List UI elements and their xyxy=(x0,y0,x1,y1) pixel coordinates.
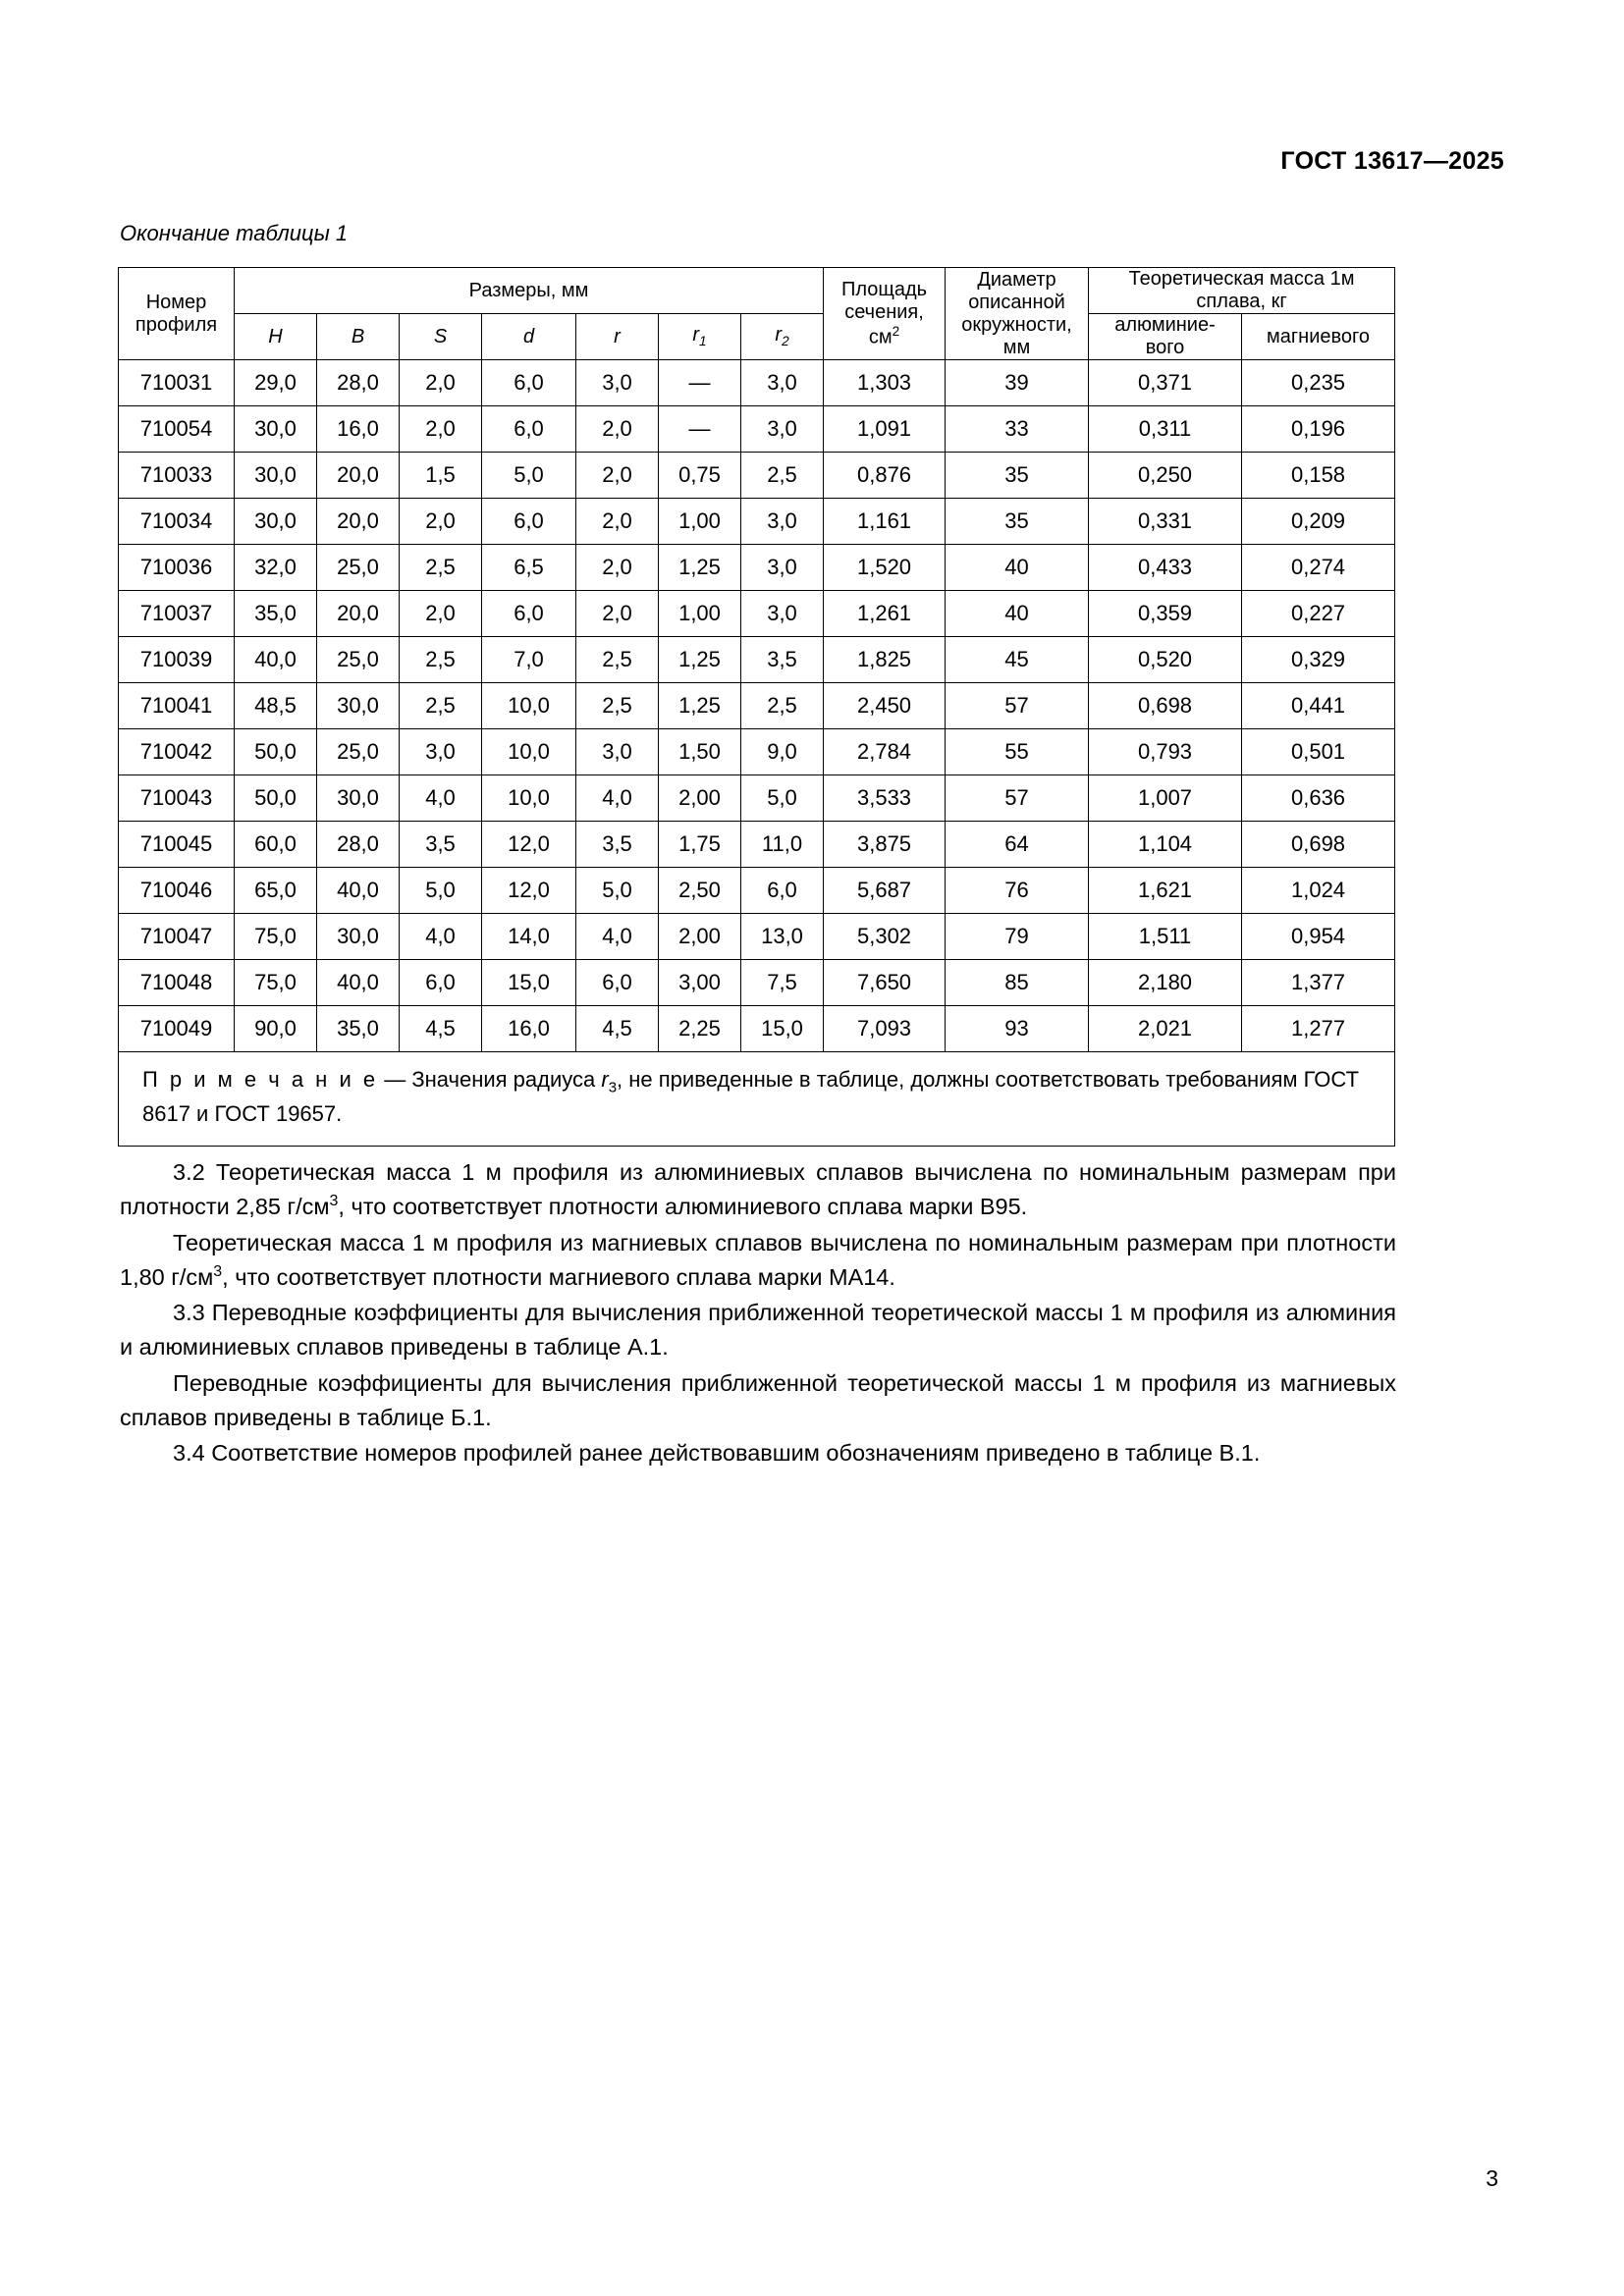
cell-h: 50,0 xyxy=(235,729,317,775)
cell-area: 1,520 xyxy=(824,545,946,591)
cell-h: 60,0 xyxy=(235,822,317,868)
cell-b: 20,0 xyxy=(317,453,400,499)
cell-b: 25,0 xyxy=(317,545,400,591)
cell-circle: 64 xyxy=(946,822,1089,868)
table-row xyxy=(119,960,1395,1006)
cell-s: 1,5 xyxy=(400,453,482,499)
cell-r2: 3,0 xyxy=(741,360,824,406)
cell-r: 2,5 xyxy=(576,683,659,729)
cell-area: 0,876 xyxy=(824,453,946,499)
header-mass-magnesium: магниевого xyxy=(1242,314,1395,360)
cell-area: 1,261 xyxy=(824,591,946,637)
table-note-label: П р и м е ч а н и е xyxy=(142,1067,379,1092)
cell-h: 29,0 xyxy=(235,360,317,406)
table-row xyxy=(119,406,1395,453)
cell-profile-number: 710045 xyxy=(119,822,235,868)
cell-r1: 1,00 xyxy=(659,499,741,545)
cell-r1: 3,00 xyxy=(659,960,741,1006)
cell-area: 2,784 xyxy=(824,729,946,775)
table-row xyxy=(119,1006,1395,1052)
cell-h: 48,5 xyxy=(235,683,317,729)
header-dim-r1: $r_1$ xyxy=(659,314,741,360)
cell-mass-magnesium: 1,024 xyxy=(1242,868,1395,914)
cell-profile-number: 710048 xyxy=(119,960,235,1006)
cell-d: 14,0 xyxy=(482,914,576,960)
table-row xyxy=(119,545,1395,591)
cell-b: 20,0 xyxy=(317,591,400,637)
cell-d: 10,0 xyxy=(482,683,576,729)
cell-profile-number: 710054 xyxy=(119,406,235,453)
cell-r2: 15,0 xyxy=(741,1006,824,1052)
cell-s: 5,0 xyxy=(400,868,482,914)
cell-area: 1,161 xyxy=(824,499,946,545)
cell-r2: 3,0 xyxy=(741,545,824,591)
cell-mass-aluminium: 1,621 xyxy=(1089,868,1242,914)
page-number: 3 xyxy=(1486,2165,1498,2191)
table-row xyxy=(119,591,1395,637)
cell-mass-magnesium: 0,235 xyxy=(1242,360,1395,406)
cell-h: 50,0 xyxy=(235,775,317,822)
cell-h: 35,0 xyxy=(235,591,317,637)
table-note-row xyxy=(119,1052,1395,1147)
cell-mass-magnesium: 1,377 xyxy=(1242,960,1395,1006)
header-mass-line1: Теоретическая масса 1м xyxy=(1128,268,1355,290)
cell-mass-aluminium: 2,180 xyxy=(1089,960,1242,1006)
cell-r2: 2,5 xyxy=(741,683,824,729)
header-mass-aluminium-line1: алюминие- xyxy=(1114,314,1216,336)
header-mass-aluminium xyxy=(1089,314,1242,360)
cell-b: 35,0 xyxy=(317,1006,400,1052)
cell-mass-aluminium: 0,331 xyxy=(1089,499,1242,545)
cell-r1: 2,00 xyxy=(659,775,741,822)
cell-mass-aluminium: 0,793 xyxy=(1089,729,1242,775)
cell-r: 2,0 xyxy=(576,591,659,637)
cell-r2: 13,0 xyxy=(741,914,824,960)
cell-profile-number: 710039 xyxy=(119,637,235,683)
paragraph-3-3: 3.3 Переводные коэффициенты для вычисления приближенной теоретической массы 1 м профиля из алюминия и алюминиевых сплавов приведены в таблице А.1. xyxy=(120,1300,1396,1361)
cell-b: 25,0 xyxy=(317,729,400,775)
cell-b: 40,0 xyxy=(317,868,400,914)
cell-circle: 85 xyxy=(946,960,1089,1006)
cell-b: 30,0 xyxy=(317,775,400,822)
table-caption: Окончание таблицы 1 xyxy=(120,221,349,245)
cell-r2: 11,0 xyxy=(741,822,824,868)
page-header-standard: ГОСТ 13617—2025 xyxy=(1280,147,1504,175)
cell-d: 15,0 xyxy=(482,960,576,1006)
cell-s: 2,0 xyxy=(400,591,482,637)
cell-area: 1,825 xyxy=(824,637,946,683)
cell-mass-aluminium: 1,007 xyxy=(1089,775,1242,822)
cell-s: 4,0 xyxy=(400,914,482,960)
cell-mass-aluminium: 0,311 xyxy=(1089,406,1242,453)
cell-profile-number: 710047 xyxy=(119,914,235,960)
header-dim-s: S xyxy=(400,314,482,360)
cell-s: 2,0 xyxy=(400,406,482,453)
cell-s: 3,5 xyxy=(400,822,482,868)
paragraph-3-3b: Переводные коэффициенты для вычисления приближенной теоретической массы 1 м профиля из магниевых сплавов приведены в таблице Б.1. xyxy=(120,1369,1396,1430)
cell-profile-number: 710046 xyxy=(119,868,235,914)
cell-b: 28,0 xyxy=(317,822,400,868)
cell-s: 4,5 xyxy=(400,1006,482,1052)
cell-s: 2,5 xyxy=(400,545,482,591)
cell-r1: 1,25 xyxy=(659,545,741,591)
cell-d: 12,0 xyxy=(482,822,576,868)
cell-s: 6,0 xyxy=(400,960,482,1006)
cell-d: 6,0 xyxy=(482,591,576,637)
cell-circle: 79 xyxy=(946,914,1089,960)
paragraph-3-4: 3.4 Соответствие номеров профилей ранее действовавшим обозначениям приведено в таблице В.1. xyxy=(173,1440,1261,1466)
cell-r: 3,5 xyxy=(576,822,659,868)
cell-mass-magnesium: 0,227 xyxy=(1242,591,1395,637)
body-text xyxy=(120,1155,1396,1471)
cell-s: 2,5 xyxy=(400,683,482,729)
cell-r2: 2,5 xyxy=(741,453,824,499)
cell-h: 30,0 xyxy=(235,406,317,453)
cell-circle: 40 xyxy=(946,545,1089,591)
header-circle-line4: мм xyxy=(1002,336,1031,358)
cell-r: 2,0 xyxy=(576,545,659,591)
cell-mass-aluminium: 0,520 xyxy=(1089,637,1242,683)
cell-r1: 2,25 xyxy=(659,1006,741,1052)
table-note-r-symbol: r xyxy=(601,1067,609,1092)
cell-area: 2,450 xyxy=(824,683,946,729)
cell-b: 25,0 xyxy=(317,637,400,683)
cell-r1: 0,75 xyxy=(659,453,741,499)
cell-circle: 35 xyxy=(946,453,1089,499)
cell-r: 2,0 xyxy=(576,453,659,499)
header-dim-r2: $r_2$ xyxy=(741,314,824,360)
cell-profile-number: 710034 xyxy=(119,499,235,545)
cell-d: 7,0 xyxy=(482,637,576,683)
cell-mass-aluminium: 0,359 xyxy=(1089,591,1242,637)
cell-profile-number: 710033 xyxy=(119,453,235,499)
paragraph-3-2b-part1: Теоретическая масса 1 м профиля из магниевых сплавов вычислена по номинальным размерам при плотности 1,80 г/см xyxy=(120,1229,1396,1290)
table-row xyxy=(119,637,1395,683)
table-note-text-after: , не приведенные в таблице, должны соответствовать требованиям ГОСТ 8617 и ГОСТ 19657. xyxy=(142,1067,1360,1127)
cell-r1: 1,25 xyxy=(659,637,741,683)
cell-r: 2,0 xyxy=(576,499,659,545)
cell-r: 5,0 xyxy=(576,868,659,914)
cell-r: 4,0 xyxy=(576,775,659,822)
paragraph-3-2-part2: , что соответствует плотности алюминиевого сплава марки В95. xyxy=(338,1194,1028,1220)
table-row xyxy=(119,453,1395,499)
profiles-table xyxy=(118,267,1395,1147)
paragraph-3-2b xyxy=(120,1226,1396,1296)
cell-r: 6,0 xyxy=(576,960,659,1006)
paragraph-3-2-sup: 3 xyxy=(329,1193,339,1210)
header-area-line1: Площадь xyxy=(840,278,928,300)
cell-d: 10,0 xyxy=(482,729,576,775)
cell-mass-magnesium: 0,329 xyxy=(1242,637,1395,683)
profiles-table-body xyxy=(119,360,1395,1147)
table-row xyxy=(119,914,1395,960)
cell-mass-aluminium: 1,511 xyxy=(1089,914,1242,960)
cell-r1: 2,00 xyxy=(659,914,741,960)
table-note-text-before: — Значения радиуса xyxy=(378,1067,602,1092)
cell-circle: 45 xyxy=(946,637,1089,683)
cell-d: 5,0 xyxy=(482,453,576,499)
header-dimensions: Размеры, мм xyxy=(235,268,824,314)
cell-circle: 39 xyxy=(946,360,1089,406)
cell-circle: 40 xyxy=(946,591,1089,637)
cell-profile-number: 710036 xyxy=(119,545,235,591)
header-mass-aluminium-line2: вого xyxy=(1145,337,1185,358)
cell-h: 90,0 xyxy=(235,1006,317,1052)
cell-circle: 93 xyxy=(946,1006,1089,1052)
cell-d: 10,0 xyxy=(482,775,576,822)
cell-s: 3,0 xyxy=(400,729,482,775)
header-circle-line1: Диаметр xyxy=(977,268,1056,291)
cell-d: 12,0 xyxy=(482,868,576,914)
cell-r1: 2,50 xyxy=(659,868,741,914)
cell-mass-magnesium: 0,954 xyxy=(1242,914,1395,960)
cell-r2: 3,0 xyxy=(741,499,824,545)
paragraph-3-2b-sup: 3 xyxy=(213,1262,223,1280)
cell-mass-magnesium: 0,501 xyxy=(1242,729,1395,775)
cell-r2: 5,0 xyxy=(741,775,824,822)
cell-mass-magnesium: 0,274 xyxy=(1242,545,1395,591)
header-profile-number-line2: профиля xyxy=(135,313,218,336)
cell-circle: 35 xyxy=(946,499,1089,545)
cell-profile-number: 710042 xyxy=(119,729,235,775)
header-theoretical-mass xyxy=(1089,268,1395,314)
cell-s: 4,0 xyxy=(400,775,482,822)
paragraph-3-2b-part2: , что соответствует плотности магниевого сплава марки МА14. xyxy=(222,1263,895,1290)
cell-mass-magnesium: 1,277 xyxy=(1242,1006,1395,1052)
table-row xyxy=(119,360,1395,406)
cell-b: 30,0 xyxy=(317,914,400,960)
cell-r1: — xyxy=(659,406,741,453)
header-circle-line3: окружности, xyxy=(961,313,1072,336)
cell-area: 3,533 xyxy=(824,775,946,822)
cell-b: 16,0 xyxy=(317,406,400,453)
cell-r: 3,0 xyxy=(576,360,659,406)
paragraph-3-2 xyxy=(120,1155,1396,1225)
header-dim-r: r xyxy=(576,314,659,360)
cell-r2: 6,0 xyxy=(741,868,824,914)
cell-r: 3,0 xyxy=(576,729,659,775)
cell-r2: 7,5 xyxy=(741,960,824,1006)
cell-h: 65,0 xyxy=(235,868,317,914)
header-profile-number-line1: Номер xyxy=(145,291,207,313)
table-row xyxy=(119,499,1395,545)
cell-h: 30,0 xyxy=(235,453,317,499)
table-row xyxy=(119,683,1395,729)
cell-profile-number: 710043 xyxy=(119,775,235,822)
cell-r: 4,0 xyxy=(576,914,659,960)
cell-area: 7,093 xyxy=(824,1006,946,1052)
cell-mass-magnesium: 0,698 xyxy=(1242,822,1395,868)
header-area-line2: сечения, xyxy=(844,300,924,323)
cell-profile-number: 710049 xyxy=(119,1006,235,1052)
cell-mass-aluminium: 0,698 xyxy=(1089,683,1242,729)
cell-d: 16,0 xyxy=(482,1006,576,1052)
header-mass-line2: сплава, кг xyxy=(1196,291,1287,312)
cell-mass-aluminium: 0,371 xyxy=(1089,360,1242,406)
cell-h: 30,0 xyxy=(235,499,317,545)
cell-r2: 9,0 xyxy=(741,729,824,775)
table-row xyxy=(119,729,1395,775)
paragraph-3-2-part1: 3.2 Теоретическая масса 1 м профиля из алюминиевых сплавов вычислена по номинальным размерам при плотности 2,85 г/см xyxy=(120,1159,1396,1220)
cell-mass-aluminium: 1,104 xyxy=(1089,822,1242,868)
cell-d: 6,0 xyxy=(482,360,576,406)
cell-b: 28,0 xyxy=(317,360,400,406)
cell-circle: 57 xyxy=(946,683,1089,729)
cell-area: 1,303 xyxy=(824,360,946,406)
cell-area: 5,687 xyxy=(824,868,946,914)
cell-r1: — xyxy=(659,360,741,406)
cell-r: 2,5 xyxy=(576,637,659,683)
table-row xyxy=(119,775,1395,822)
table-row xyxy=(119,868,1395,914)
cell-r2: 3,0 xyxy=(741,591,824,637)
cell-d: 6,0 xyxy=(482,499,576,545)
cell-r: 2,0 xyxy=(576,406,659,453)
cell-mass-magnesium: 0,196 xyxy=(1242,406,1395,453)
cell-s: 2,0 xyxy=(400,360,482,406)
cell-d: 6,5 xyxy=(482,545,576,591)
cell-mass-aluminium: 2,021 xyxy=(1089,1006,1242,1052)
cell-circle: 55 xyxy=(946,729,1089,775)
header-area xyxy=(824,268,946,360)
header-dim-h: H xyxy=(235,314,317,360)
header-dim-d: d xyxy=(482,314,576,360)
cell-profile-number: 710031 xyxy=(119,360,235,406)
cell-profile-number: 710037 xyxy=(119,591,235,637)
header-circle-diameter xyxy=(946,268,1089,360)
header-circle-line2: описанной xyxy=(968,291,1065,313)
cell-b: 40,0 xyxy=(317,960,400,1006)
cell-r1: 1,50 xyxy=(659,729,741,775)
table-note-r-sub: 3 xyxy=(608,1079,618,1096)
profiles-table-container xyxy=(118,267,1394,1147)
header-profile-number xyxy=(119,268,235,360)
header-area-line3: $см^2$ xyxy=(868,323,900,348)
cell-r1: 1,25 xyxy=(659,683,741,729)
table-row xyxy=(119,822,1395,868)
table-note xyxy=(119,1052,1395,1147)
cell-r1: 1,75 xyxy=(659,822,741,868)
cell-mass-magnesium: 0,158 xyxy=(1242,453,1395,499)
cell-mass-aluminium: 0,250 xyxy=(1089,453,1242,499)
cell-d: 6,0 xyxy=(482,406,576,453)
cell-s: 2,5 xyxy=(400,637,482,683)
cell-area: 3,875 xyxy=(824,822,946,868)
cell-r2: 3,5 xyxy=(741,637,824,683)
cell-area: 5,302 xyxy=(824,914,946,960)
cell-r2: 3,0 xyxy=(741,406,824,453)
cell-circle: 76 xyxy=(946,868,1089,914)
cell-b: 30,0 xyxy=(317,683,400,729)
cell-circle: 57 xyxy=(946,775,1089,822)
cell-circle: 33 xyxy=(946,406,1089,453)
cell-h: 32,0 xyxy=(235,545,317,591)
cell-b: 20,0 xyxy=(317,499,400,545)
header-dim-b: B xyxy=(317,314,400,360)
cell-mass-magnesium: 0,441 xyxy=(1242,683,1395,729)
cell-h: 40,0 xyxy=(235,637,317,683)
cell-h: 75,0 xyxy=(235,914,317,960)
cell-h: 75,0 xyxy=(235,960,317,1006)
cell-area: 7,650 xyxy=(824,960,946,1006)
cell-r: 4,5 xyxy=(576,1006,659,1052)
cell-s: 2,0 xyxy=(400,499,482,545)
cell-mass-magnesium: 0,209 xyxy=(1242,499,1395,545)
cell-mass-aluminium: 0,433 xyxy=(1089,545,1242,591)
cell-profile-number: 710041 xyxy=(119,683,235,729)
cell-r1: 1,00 xyxy=(659,591,741,637)
cell-area: 1,091 xyxy=(824,406,946,453)
cell-mass-magnesium: 0,636 xyxy=(1242,775,1395,822)
